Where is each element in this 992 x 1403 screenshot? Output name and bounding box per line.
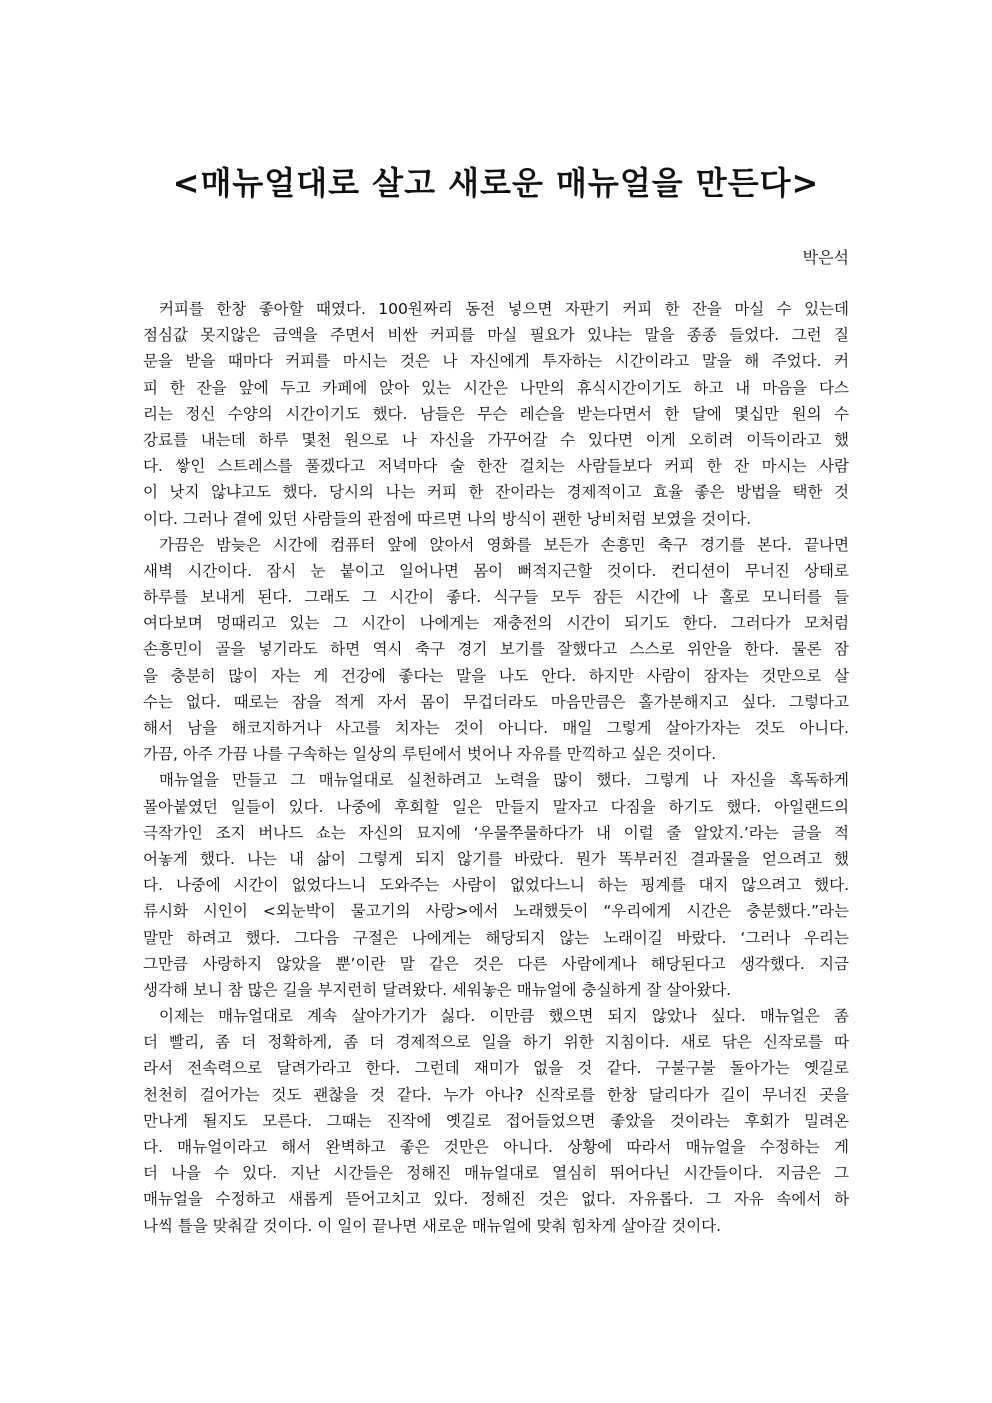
text-line: 몰아붙였던 일들이 있다. 나중에 후회할 일은 만들지 말자고 다짐을 하기도 했다. 아일랜드의 (143, 797, 849, 816)
text-line: 나씩 틀을 맞춰갈 것이다. 이 일이 끝나면 새로운 매뉴얼에 맞춰 힘차게 살아갈 것이다. (143, 1216, 722, 1235)
text-line: 커피를 한창 좋아할 때였다. 100원짜리 동전 넣으면 자판기 커피 한 잔을 마실 수 있는데 (159, 300, 849, 318)
text-line: 문을 받을 때마다 커피를 마시는 것은 나 자신에게 투자하는 시간이라고 말을 해 주었다. 커 (143, 352, 849, 371)
text-line: 이제는 매뉴얼대로 계속 살아가기가 싫다. 이만큼 했으면 되지 않았나 싶다. 매뉴얼은 좀 (159, 1007, 849, 1026)
paragraph (143, 767, 849, 1003)
text-line: 가끔은 밤늦은 시간에 컴퓨터 앞에 앉아서 영화를 보든가 손흥민 축구 경기를 본다. 끝나면 (159, 535, 849, 554)
text-line: 극작가인 조지 버나드 쇼는 자신의 묘지에 ‘우물쭈물하다가 내 이럴 줄 알았지.’라는 글을 적 (143, 823, 849, 842)
text-line: 해서 남을 해코지하거나 사고를 치자는 것이 아니다. 매일 그렇게 살아가자는 것도 아니다. (143, 719, 849, 737)
text-line: 매뉴얼을 만들고 그 매뉴얼대로 실천하려고 노력을 많이 했다. 그렇게 나 자신을 혹독하게 (159, 771, 849, 790)
paragraph-text (143, 1003, 849, 1239)
text-line: 그만큼 사랑하지 않았을 뿐’이란 말 같은 것은 다른 사람에게나 해당된다고 생각했다. 지금 (143, 954, 849, 973)
author-name: 박은석 (802, 248, 849, 267)
paragraph (143, 1003, 849, 1239)
text-line: 천천히 걸어가는 것도 괜찮을 것 같다. 누가 아나? 신작로를 한창 달리다가 길이 무너진 곳을 (143, 1085, 849, 1104)
text-line: 더 나을 수 있다. 지난 시간들은 정해진 매뉴얼대로 열심히 뛰어다닌 시간들이다. 지금은 그 (143, 1164, 849, 1183)
text-line: 피 한 잔을 앞에 두고 카페에 앉아 있는 시간은 나만의 휴식시간이기도 하고 내 마음을 다스 (143, 378, 849, 397)
text-line: 강료를 내는데 하루 몇천 원으로 나 자신을 가꾸어갈 수 있다면 이게 오히려 이득이라고 했 (143, 430, 849, 449)
text-line: 라서 전속력으로 달려가라고 한다. 그런데 재미가 없을 것 같다. 구불구불 돌아가는 옛길로 (143, 1059, 849, 1078)
text-line: 여다보며 멍때리고 있는 그 시간이 나에게는 재충전의 시간이 되기도 한다. 그러다가 모처럼 (143, 614, 849, 633)
document-body (143, 296, 849, 1239)
text-line: 다. 쌓인 스트레스를 풀겠다고 저녁마다 술 한잔 걸치는 사람들보다 커피 한 잔 마시는 사람 (143, 457, 849, 476)
text-line: 하루를 보내게 된다. 그래도 그 시간이 좋다. 식구들 모두 잠든 시간에 나 홀로 모니터를 들 (143, 588, 849, 607)
text-line: 손흥민이 골을 넣기라도 하면 역시 축구 경기 보기를 잘했다고 스스로 위안을 한다. 물론 잠 (143, 640, 849, 659)
paragraph-text (143, 532, 849, 768)
text-line: 더 빨리, 좀 더 정확하게, 좀 더 경제적으로 일을 하기 위한 지침이다. 새로 닦은 신작로를 따 (143, 1033, 849, 1052)
paragraph (143, 532, 849, 768)
text-line: 새벽 시간이다. 잠시 눈 붙이고 일어나면 몸이 뻐적지근할 것이다. 컨디션이 무너진 상태로 (143, 561, 849, 580)
text-line: 말만 하려고 했다. 그다음 구절은 나에게는 해당되지 않는 노래이길 바랐다. ‘그러나 우리는 (143, 928, 849, 947)
text-line: 어놓게 했다. 나는 내 삶이 그렇게 되지 않기를 바랐다. 뭔가 똑부러진 결과물을 얻으려고 했 (143, 849, 849, 868)
paragraph-text (143, 296, 849, 532)
text-line: 리는 정신 수양의 시간이기도 했다. 남들은 무슨 레슨을 받는다면서 한 달에 몇십만 원의 수 (143, 404, 849, 423)
text-line: 매뉴얼을 수정하고 새롭게 뜯어고치고 있다. 정해진 것은 없다. 자유롭다. 그 자유 속에서 하 (143, 1190, 849, 1209)
text-line: 을 충분히 많이 자는 게 건강에 좋다는 말을 나도 안다. 하지만 사람이 잠자는 것만으로 살 (143, 666, 849, 685)
paragraph-text (143, 767, 849, 1003)
document-title: <매뉴얼대로 살고 새로운 매뉴얼을 만든다> (172, 164, 820, 202)
text-line: 류시화 시인이 <외눈박이 물고기의 사랑>에서 노래했듯이 “우리에게 시간은 충분했다.”라는 (143, 902, 849, 921)
text-line: 다. 나중에 시간이 없었다느니 도와주는 사람이 없었다느니 하는 핑계를 대지 않으려고 했다. (143, 876, 849, 895)
text-line: 점심값 못지않은 금액을 주면서 비싼 커피를 마실 필요가 있냐는 말을 종종 들었다. 그런 질 (143, 326, 849, 345)
paragraph (143, 296, 849, 532)
text-line: 다. 매뉴얼이라고 해서 완벽하고 좋은 것만은 아니다. 상황에 따라서 매뉴얼을 수정하는 게 (143, 1138, 849, 1156)
text-line: 생각해 보니 참 많은 길을 부지런히 달려왔다. 세워놓은 매뉴얼에 충실하게 잘 살아왔다. (143, 980, 732, 999)
text-line: 만나게 될지도 모른다. 그때는 진작에 옛길로 접어들었으면 좋았을 것이라는 후회가 밀려온 (143, 1111, 849, 1130)
text-line: 가끔, 아주 가끔 나를 구속하는 일상의 루틴에서 벗어나 자유를 만끽하고 싶은 것이다. (143, 745, 717, 764)
text-line: 이다. 그러나 곁에 있던 사람들의 관점에 따르면 나의 방식이 괜한 낭비처럼 보였을 것이다. (143, 509, 752, 528)
text-line: 이 낫지 않냐고도 했다. 당시의 나는 커피 한 잔이라는 경제적이고 효율 좋은 방법을 택한 것 (143, 483, 849, 502)
text-line: 수는 없다. 때로는 잠을 적게 자서 몸이 무겁더라도 마음만큼은 홀가분해지고 싶다. 그렇다고 (143, 692, 849, 711)
